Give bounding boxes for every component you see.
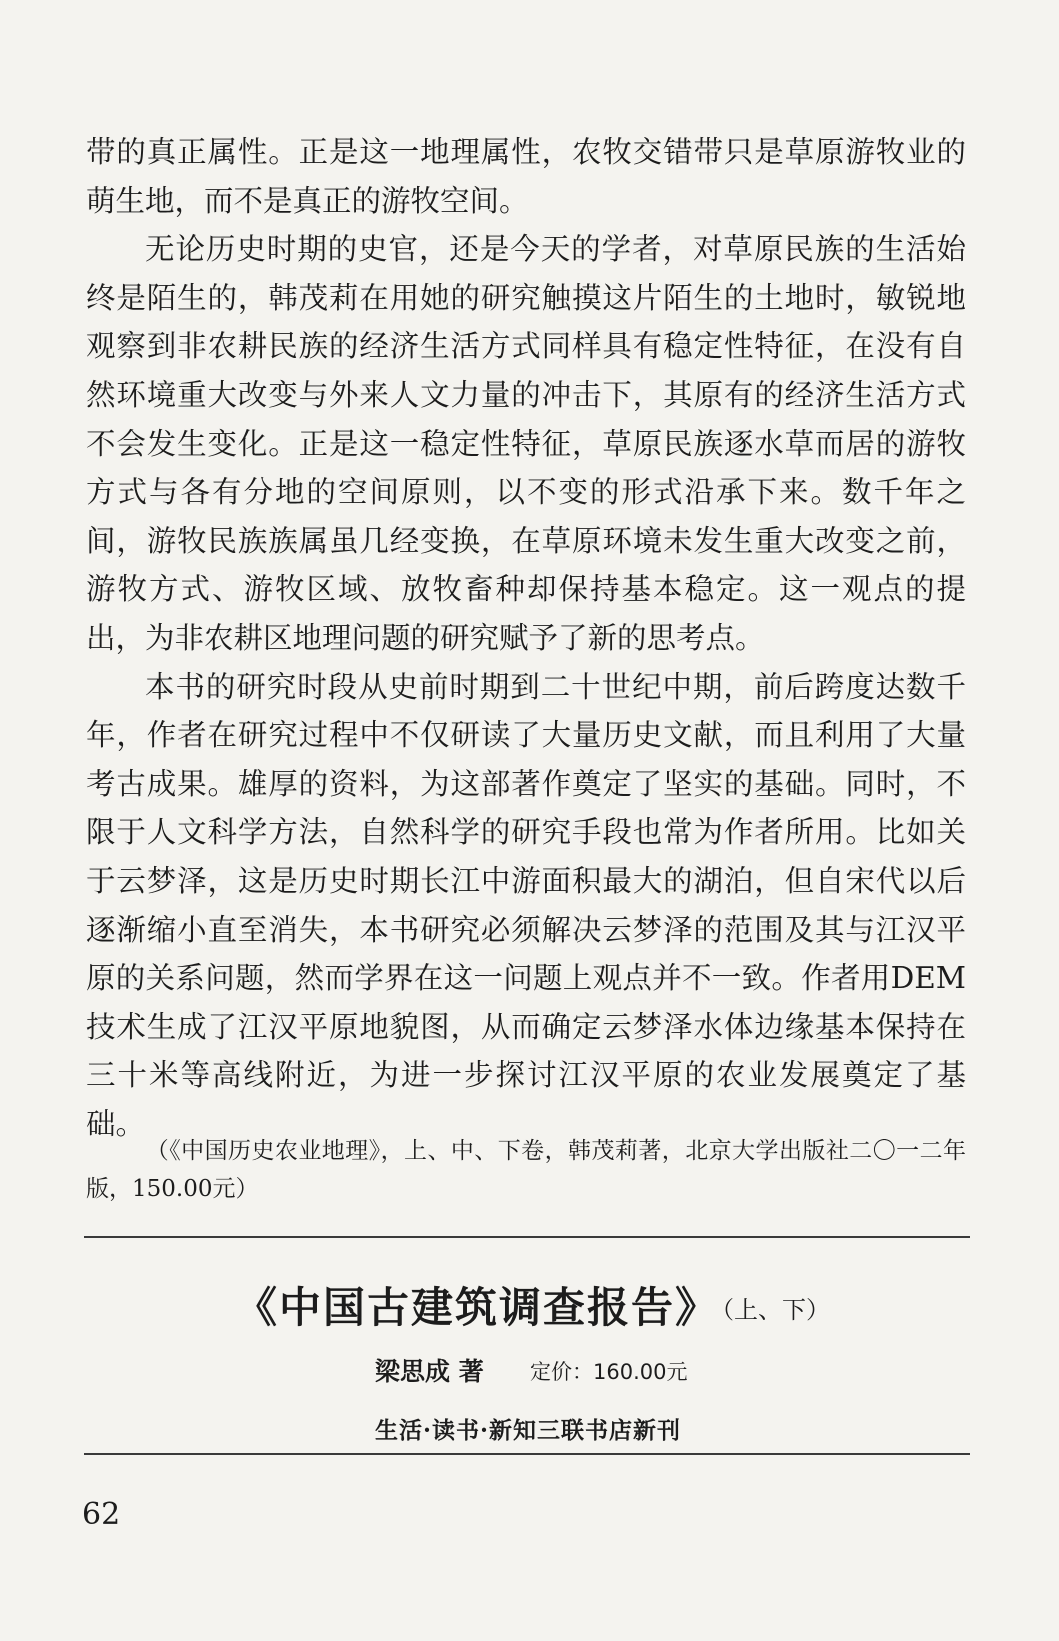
advert-book-author: 梁思成 著 bbox=[375, 1357, 484, 1386]
book-citation: （《中国历史农业地理》，上、中、下卷，韩茂莉著，北京大学出版社二〇一二年版，150.00元） bbox=[86, 1138, 966, 1202]
article-body bbox=[86, 128, 966, 1148]
advert-book-volumes: （上、下） bbox=[710, 1296, 830, 1324]
paragraph-3: 本书的研究时段从史前时期到二十世纪中期，前后跨度达数千年，作者在研究过程中不仅研读了大量历史文献，而且利用了大量考古成果。雄厚的资料，为这部著作奠定了坚实的基础。同时，不限于人文科学方法，自然科学的研究手段也常为作者所用。比如关于云梦泽，这是历史时期长江中游面积最大的湖泊，但自宋代以后逐渐缩小直至消失，本书研究必须解决云梦泽的范围及其与江汉平原的关系问题，然而学界在这一问题上观点并不一致。作者用DEM技术生成了江汉平原地貌图，从而确定云梦泽水体边缘基本保持在三十米等高线附近，为进一步探讨江汉平原的农业发展奠定了基础。 bbox=[86, 669, 966, 1141]
paragraph-2: 无论历史时期的史官，还是今天的学者，对草原民族的生活始终是陌生的，韩茂莉在用她的研究触摸这片陌生的土地时，敏锐地观察到非农耕民族的经济生活方式同样具有稳定性特征，在没有自然环境重大改变与外来人文力量的冲击下，其原有的经济生活方式不会发生变化。正是这一稳定性特征，草原民族逐水草而居的游牧方式与各有分地的空间原则，以不变的形式沿承下来。数千年之间，游牧民族族属虽几经变换，在草原环境未发生重大改变之前，游牧方式、游牧区域、放牧畜种却保持基本稳定。这一观点的提出，为非农耕区地理问题的研究赋予了新的思考点。 bbox=[86, 232, 966, 655]
advert-publisher: 生活·读书·新知三联书店新刊 bbox=[375, 1417, 682, 1444]
page-number: 62 bbox=[82, 1497, 121, 1532]
paragraph-1: 带的真正属性。正是这一地理属性，农牧交错带只是草原游牧业的萌生地，而不是真正的游牧空间。 bbox=[86, 135, 966, 218]
advert-top-rule bbox=[84, 1236, 970, 1238]
advert-bottom-rule bbox=[84, 1453, 970, 1455]
advert-book-price: 定价：160.00元 bbox=[530, 1360, 688, 1384]
advert-book-title: 《中国古建筑调查报告》 bbox=[235, 1283, 720, 1332]
